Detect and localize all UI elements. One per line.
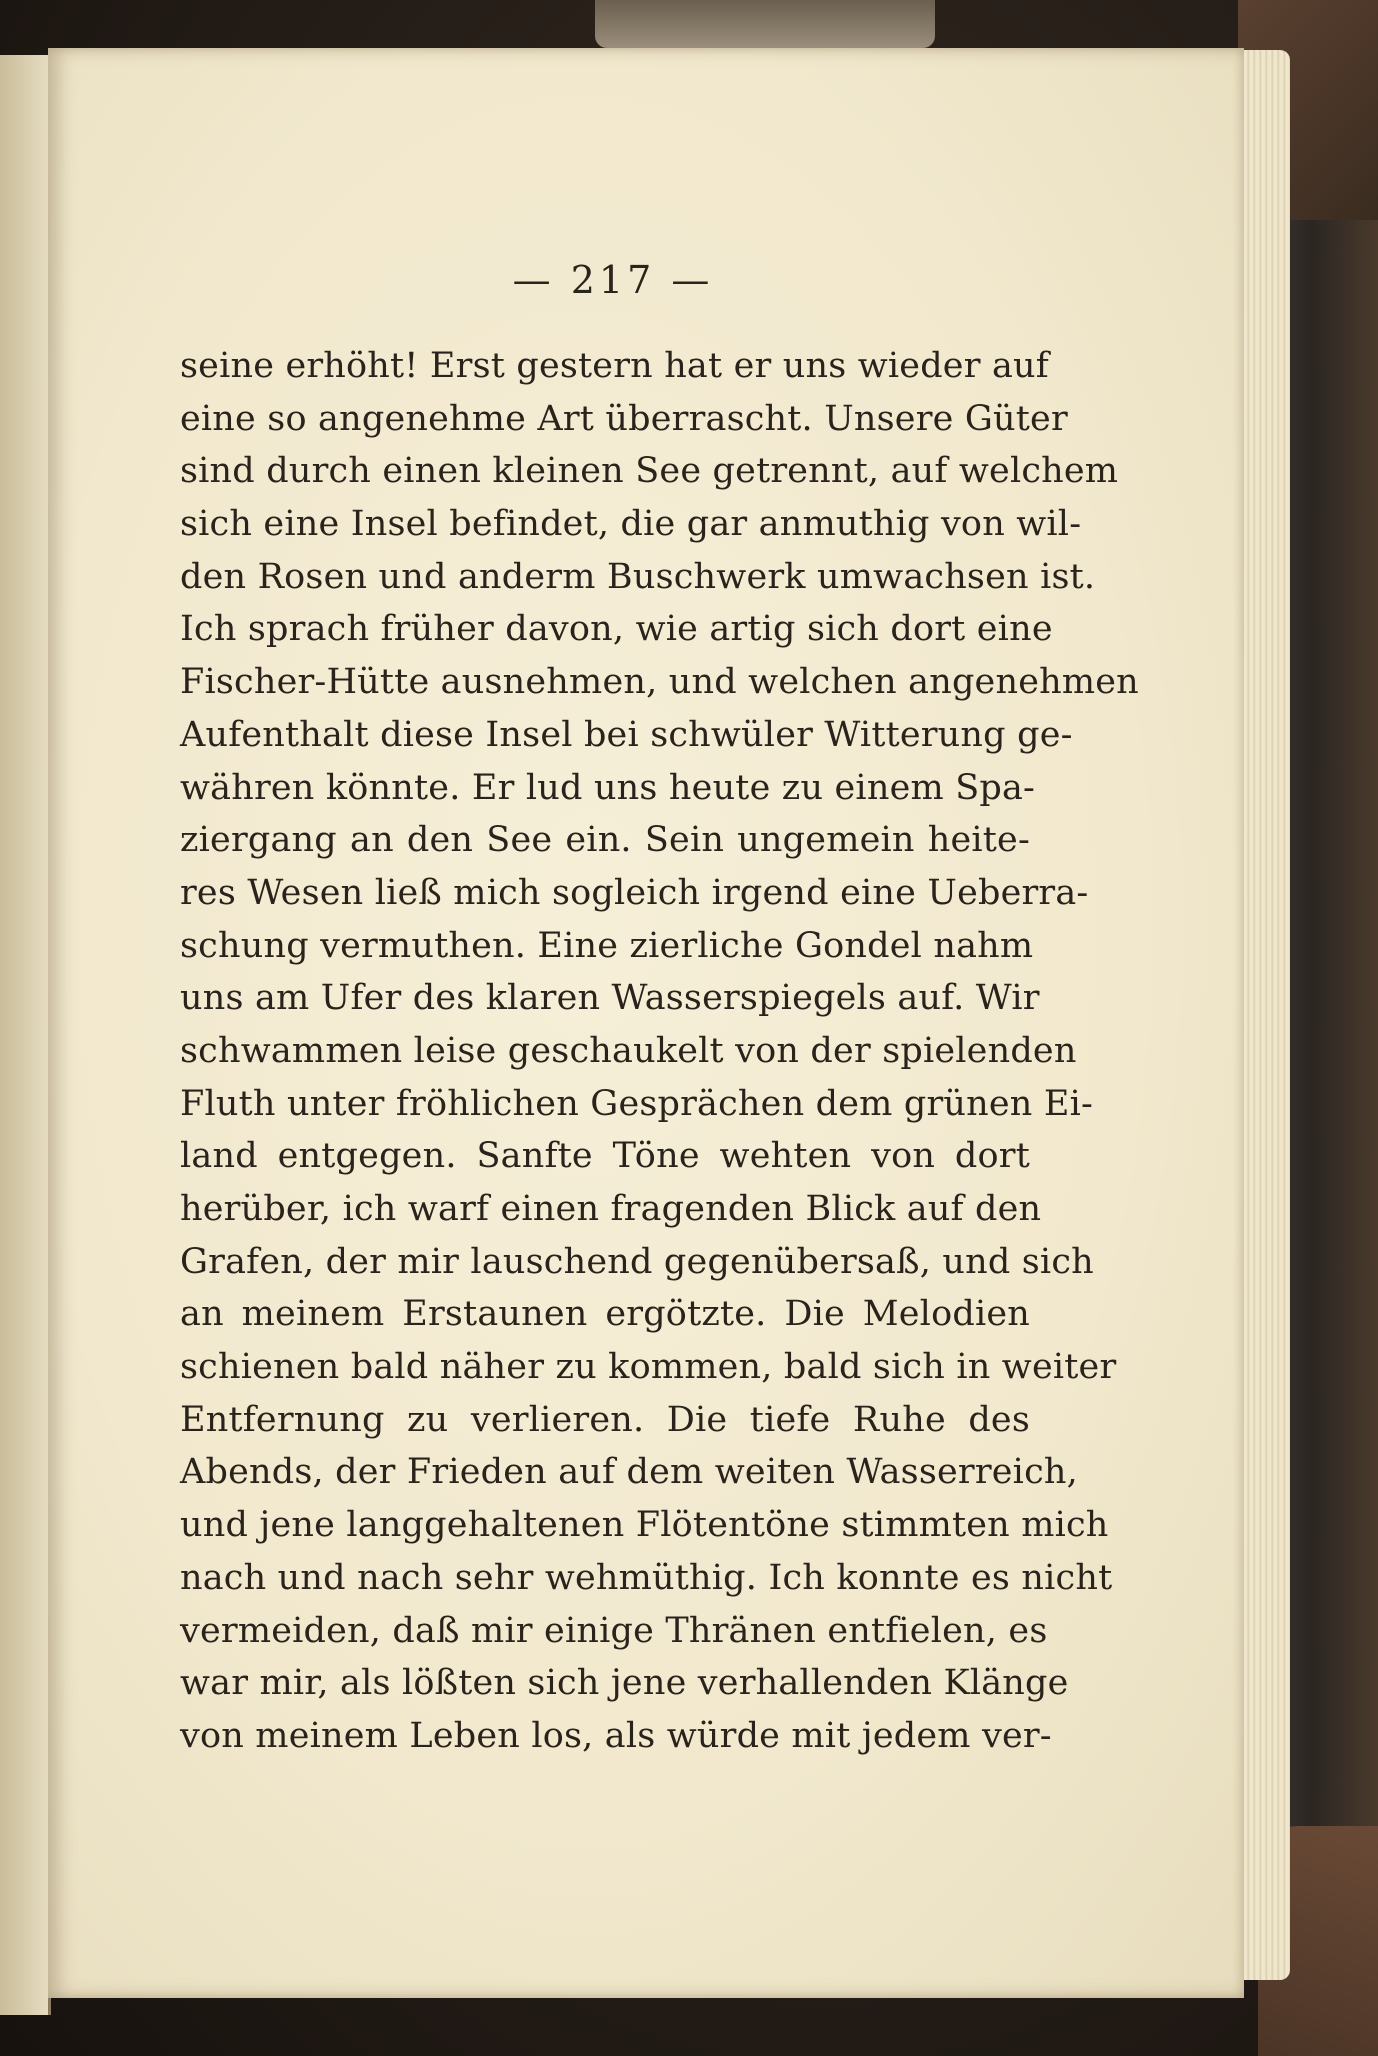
book-page bbox=[48, 48, 1244, 1998]
text-line: Fluth unter fröhlichen Gesprächen dem grünen Ei- bbox=[180, 1083, 1094, 1124]
bookmark-tab bbox=[595, 0, 935, 48]
text-line: war mir, als lößten sich jene verhallenden Klänge bbox=[180, 1663, 1069, 1704]
text-line: den Rosen und anderm Buschwerk umwachsen ist. bbox=[180, 556, 1096, 597]
text-line: an meinem Erstaunen ergötzte. Die Melodien bbox=[180, 1294, 1030, 1335]
text-line: ziergang an den See ein. Sein ungemein heite- bbox=[180, 820, 1030, 861]
text-line: und jene langgehaltenen Flötentöne stimmten mich bbox=[180, 1505, 1109, 1546]
text-line: nach und nach sehr wehmüthig. Ich konnte es nicht bbox=[180, 1557, 1113, 1598]
text-line: res Wesen ließ mich sogleich irgend eine Ueberra- bbox=[180, 872, 1089, 913]
text-line: schienen bald näher zu kommen, bald sich in weiter bbox=[180, 1347, 1117, 1388]
body-text bbox=[180, 340, 1139, 1763]
text-line: herüber, ich warf einen fragenden Blick auf den bbox=[180, 1189, 1042, 1229]
text-line: währen könnte. Er lud uns heute zu einem Spa- bbox=[180, 767, 1036, 808]
text-line: Entfernung zu verlieren. Die tiefe Ruhe des bbox=[180, 1399, 1030, 1440]
text-line: seine erhöht! Erst gestern hat er uns wieder auf bbox=[180, 346, 1049, 386]
text-line: eine so angenehme Art überrascht. Unsere Güter bbox=[180, 398, 1068, 439]
facing-page-edge bbox=[0, 55, 51, 2015]
page-number: — 217 — bbox=[512, 258, 714, 302]
text-line: Fischer-Hütte ausnehmen, und welchen angenehmen bbox=[180, 662, 1139, 703]
text-line: vermeiden, daß mir einige Thränen entfielen, es bbox=[180, 1610, 1048, 1651]
text-line: schwammen leise geschaukelt von der spielenden bbox=[180, 1030, 1077, 1071]
text-line: sind durch einen kleinen See getrennt, auf welchem bbox=[180, 451, 1119, 492]
text-line: Abends, der Frieden auf dem weiten Wasserreich, bbox=[180, 1452, 1078, 1493]
text-line: land entgegen. Sanfte Töne wehten von dort bbox=[180, 1136, 1030, 1177]
text-line: sich eine Insel befindet, die gar anmuthig von wil- bbox=[180, 504, 1082, 545]
text-line: von meinem Leben los, als würde mit jedem ver- bbox=[180, 1715, 1052, 1756]
text-line: schung vermuthen. Eine zierliche Gondel nahm bbox=[180, 925, 1034, 966]
text-line: Aufenthalt diese Insel bei schwüler Witterung ge- bbox=[180, 714, 1073, 755]
text-line: uns am Ufer des klaren Wasserspiegels auf. Wir bbox=[180, 978, 1040, 1019]
text-line: Ich sprach früher davon, wie artig sich dort eine bbox=[180, 609, 1053, 650]
text-line: Grafen, der mir lauschend gegenübersaß, und sich bbox=[180, 1241, 1094, 1282]
